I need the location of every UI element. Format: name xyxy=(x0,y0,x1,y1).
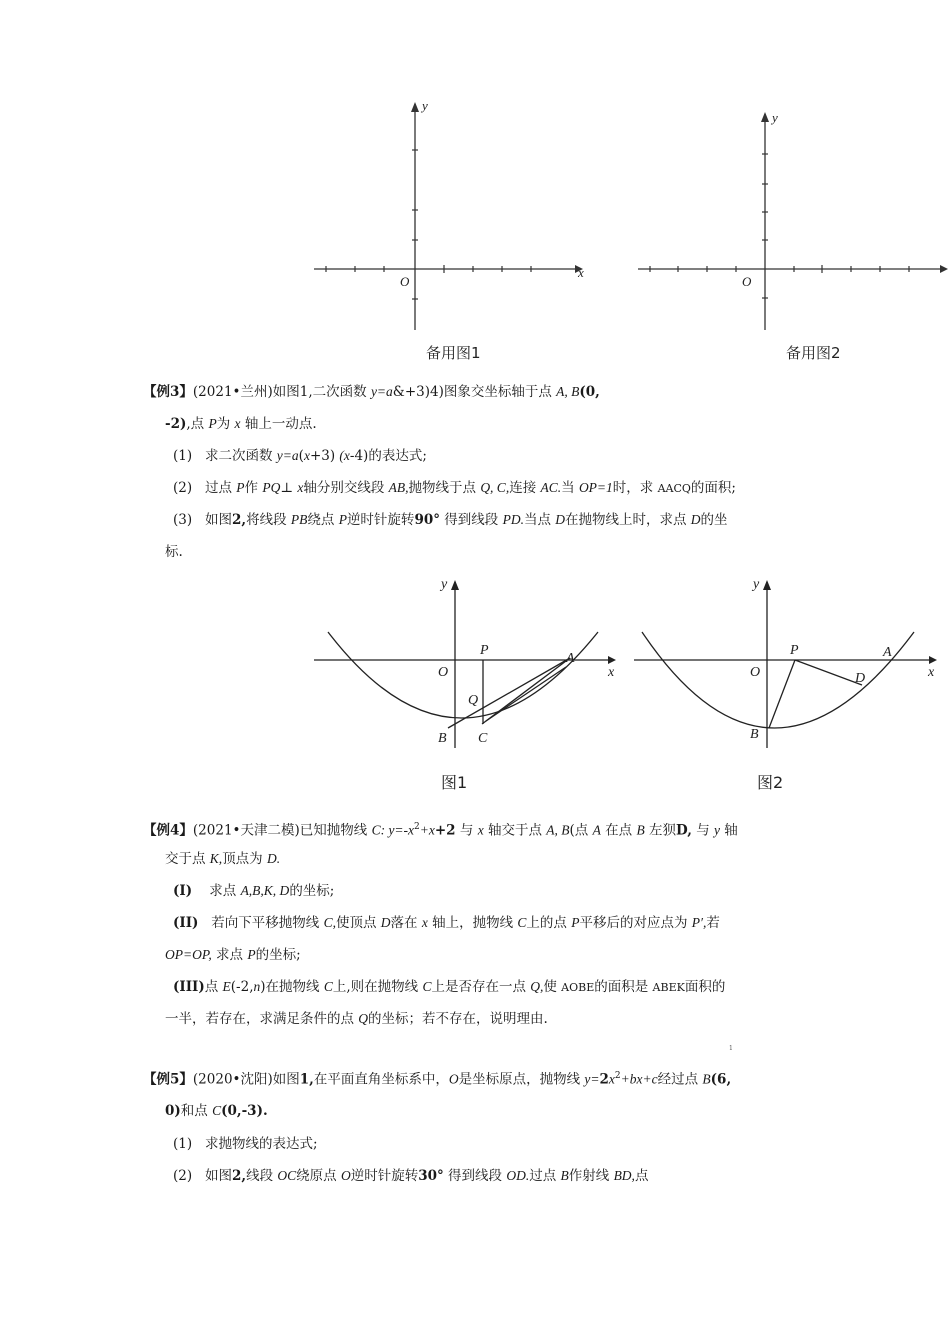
text: 线段 xyxy=(246,1168,278,1184)
math: x xyxy=(303,448,310,463)
point-label-a: A xyxy=(566,651,575,666)
text: &+3)4) xyxy=(392,384,444,400)
text: 求点 xyxy=(209,883,241,899)
backup-figure-2-caption: 备用图2 xyxy=(786,344,841,362)
math: C: xyxy=(371,822,386,838)
text: 左狈 xyxy=(644,822,676,839)
point-label-p: P xyxy=(480,643,489,658)
text: 当 xyxy=(561,480,579,496)
math: AC. xyxy=(540,480,562,495)
math: (x xyxy=(339,448,350,463)
math: P xyxy=(236,480,245,495)
ex4-source: (2021•天津二模) xyxy=(192,822,300,839)
text: 作 xyxy=(244,480,263,496)
text: (6, xyxy=(710,1071,732,1088)
ex3-figure-2-caption: 图2 xyxy=(757,773,784,792)
text: 轴上，抛物线 xyxy=(427,915,518,931)
math: K, xyxy=(209,851,223,866)
text: -2) xyxy=(165,416,187,432)
point-label-a: A xyxy=(883,645,892,660)
ex5-label: 【例5】 xyxy=(143,1071,193,1088)
math: +bx+c xyxy=(620,1071,658,1087)
ex5-source: (2020•沈阳) xyxy=(192,1071,273,1088)
text: 点 xyxy=(634,1168,649,1184)
math: C xyxy=(517,915,527,930)
text: 上的点 xyxy=(526,915,572,931)
math: Q xyxy=(358,1011,369,1026)
math: E xyxy=(222,979,231,994)
point-label-p: P xyxy=(790,643,799,658)
ex4-line-2 xyxy=(165,849,280,869)
text: 的坐 xyxy=(700,512,728,528)
text: 与 xyxy=(455,822,478,839)
superscript: 2 xyxy=(414,822,420,832)
math: B xyxy=(702,1071,711,1087)
math: A, B xyxy=(546,822,570,838)
math: D xyxy=(690,512,701,527)
origin-label: O xyxy=(750,665,761,680)
math: y=a xyxy=(370,384,393,399)
text: +3) xyxy=(309,448,336,464)
text: 如图 xyxy=(205,1168,232,1184)
math: D xyxy=(555,512,565,527)
text: 求二次函数 xyxy=(205,448,277,464)
math: C xyxy=(422,979,432,994)
text: 标. xyxy=(165,544,183,560)
superscript: 2 xyxy=(614,1071,621,1081)
ex3-figure-1 xyxy=(310,572,620,752)
math: A,B,K, D xyxy=(240,883,290,898)
math: PB xyxy=(290,512,308,527)
text: 落在 xyxy=(390,915,422,931)
text: 轴 xyxy=(720,822,738,839)
text: 得到线段 xyxy=(443,1168,507,1184)
text: 的面积; xyxy=(690,480,736,496)
text: 轴上一动点. xyxy=(240,416,317,432)
text: 在抛物线上时，求点 xyxy=(565,512,691,528)
math: OP=OP, xyxy=(165,947,212,962)
text: ) xyxy=(260,979,266,995)
ex3-line-1 xyxy=(143,382,600,402)
math: y=a xyxy=(276,448,299,463)
text: 如图1,二次函数 xyxy=(272,384,371,400)
backup-figure-2 xyxy=(630,100,950,335)
math: OP=1 xyxy=(578,480,613,495)
math: x xyxy=(608,1071,615,1087)
text: 2, xyxy=(232,1168,247,1184)
math: y xyxy=(714,822,721,838)
axis-label-y: y xyxy=(441,577,448,592)
text: 已知抛物线 xyxy=(299,822,372,839)
backup-figure-1-caption: 备用图1 xyxy=(426,344,481,362)
text: 30° xyxy=(418,1168,444,1184)
text: 上,则在抛物线 xyxy=(332,979,423,995)
math: OC xyxy=(277,1168,297,1183)
text: 时，求 xyxy=(612,480,658,496)
ex4-question-3-cont xyxy=(165,1009,548,1029)
question-number: (2) xyxy=(173,480,193,496)
axis-label-y: y xyxy=(772,110,778,125)
text: ⊥ xyxy=(280,480,298,496)
question-number: (1) xyxy=(173,448,193,464)
math: Q, C, xyxy=(480,480,510,495)
text: -4) xyxy=(349,448,369,464)
text: 顶点为 xyxy=(222,851,267,867)
point-label-b: B xyxy=(438,731,447,746)
point-label-d: D xyxy=(855,671,866,686)
text: 的坐标; xyxy=(255,947,301,963)
ex5-line-2 xyxy=(165,1101,268,1121)
text: 过点 xyxy=(205,480,237,496)
text: 和点 xyxy=(180,1103,213,1119)
math: C xyxy=(323,979,333,994)
text: 上是否存在一点 xyxy=(431,979,531,995)
ex4-question-2 xyxy=(173,913,720,933)
ex3-line-2 xyxy=(165,414,317,434)
ex3-label: 【例3】 xyxy=(143,384,193,400)
text: 点 xyxy=(204,979,223,995)
text: 使顶点 xyxy=(335,915,381,931)
text: 作射线 xyxy=(568,1168,614,1184)
text: 在抛物线 xyxy=(265,979,324,995)
text: 将线段 xyxy=(246,512,291,528)
ex3-question-3 xyxy=(173,510,728,530)
ex5-question-1 xyxy=(173,1134,318,1154)
text: 轴交于点 xyxy=(483,822,547,839)
math: O xyxy=(448,1071,459,1087)
math: n xyxy=(253,979,261,994)
text: (点 xyxy=(569,822,593,839)
math: B xyxy=(560,1168,569,1183)
axis-label-y: y xyxy=(422,98,428,113)
axis-label-x: x xyxy=(578,265,584,280)
text: 轴分别交线段 xyxy=(303,480,389,496)
text: 90° xyxy=(414,512,440,528)
text: 得到线段 xyxy=(439,512,503,528)
text: 逆时针旋转 xyxy=(350,1168,419,1184)
text: 的面积是 xyxy=(594,979,653,995)
ex3-figure-1-caption: 图1 xyxy=(441,773,468,792)
question-number: (II) xyxy=(173,915,199,931)
origin-label: O xyxy=(742,274,752,289)
ex4-label: 【例4】 xyxy=(143,822,193,839)
ex5-question-2 xyxy=(173,1166,648,1186)
text: ABEK xyxy=(652,981,685,994)
question-number: (3) xyxy=(173,512,193,528)
text: 如图 xyxy=(205,512,232,528)
point-label-b: B xyxy=(750,727,759,742)
text: 连接 xyxy=(509,480,541,496)
math: A xyxy=(592,822,601,838)
axis-label-x: x xyxy=(928,665,935,680)
axis-label-x: x xyxy=(608,665,615,680)
text: 在点 xyxy=(600,822,637,839)
math: C xyxy=(212,1103,222,1118)
math: P xyxy=(208,416,217,431)
math: P′, xyxy=(691,915,707,930)
ex4-line-1 xyxy=(143,817,738,841)
math: D. xyxy=(266,851,281,866)
text: 抛物线于点 xyxy=(408,480,481,496)
text: 2, xyxy=(232,512,247,528)
text: 过点 xyxy=(529,1168,561,1184)
math: x xyxy=(234,416,241,431)
ex4-question-2-cont xyxy=(165,945,301,965)
text: 绕原点 xyxy=(296,1168,341,1184)
ex4-question-3 xyxy=(173,977,725,998)
math: Q, xyxy=(530,979,544,994)
math: B xyxy=(636,822,645,838)
ex5-line-1 xyxy=(143,1066,731,1090)
text: 使 xyxy=(543,979,562,995)
text: D, xyxy=(675,822,692,839)
text: 若 xyxy=(706,915,720,931)
text: 若向下平移抛物线 xyxy=(211,915,324,931)
text: AACQ xyxy=(657,482,691,495)
axis-label-y: y xyxy=(753,577,760,592)
math: A, B xyxy=(556,384,580,399)
text: (-2, xyxy=(230,979,254,995)
ex3-question-1 xyxy=(173,446,427,466)
text: 一半，若存在，求满足条件的点 xyxy=(165,1011,359,1027)
text: 平移后的对应点为 xyxy=(579,915,692,931)
text: 如图 xyxy=(272,1071,300,1088)
math: x xyxy=(477,822,484,838)
math: x xyxy=(421,915,428,930)
text: 0) xyxy=(165,1103,181,1119)
point-label-q: Q xyxy=(468,693,479,708)
origin-label: O xyxy=(400,274,410,289)
math: PD. xyxy=(502,512,524,527)
text: 绕点 xyxy=(307,512,339,528)
text: 面积的 xyxy=(684,979,726,995)
text: +2 xyxy=(434,822,456,839)
math: x xyxy=(297,480,304,495)
page-mark: 1 xyxy=(729,1045,733,1052)
math: BD, xyxy=(613,1168,635,1183)
math: OD. xyxy=(506,1168,530,1183)
backup-figure-1 xyxy=(300,90,600,335)
math: O xyxy=(340,1168,351,1183)
text: 的坐标；若不存在，说明理由. xyxy=(368,1011,548,1027)
question-number: (1) xyxy=(173,1136,193,1152)
math: C, xyxy=(323,915,336,930)
ex3-question-2 xyxy=(173,478,736,499)
text: 的坐标; xyxy=(289,883,335,899)
math: P xyxy=(247,947,256,962)
text: 为 xyxy=(216,416,235,432)
text: 当点 xyxy=(523,512,556,528)
text: 交于点 xyxy=(165,851,210,867)
ex4-question-1 xyxy=(173,881,334,901)
text: 经过点 xyxy=(657,1071,703,1088)
math: AB, xyxy=(388,480,409,495)
text: (0, xyxy=(579,384,600,400)
ex3-question-3-cont xyxy=(165,542,183,562)
point-label-c: C xyxy=(478,731,488,746)
question-number: (I) xyxy=(173,883,193,899)
text: ,点 xyxy=(186,416,209,432)
text: 逆时针旋转 xyxy=(346,512,415,528)
text: 与 xyxy=(691,822,715,839)
math: y=-x xyxy=(385,822,415,838)
ex3-figure-2 xyxy=(630,572,945,752)
question-number: (2) xyxy=(173,1168,193,1184)
math: D xyxy=(380,915,391,930)
math: +x xyxy=(419,822,435,838)
text: 1, xyxy=(299,1071,314,1088)
text: 的表达式; xyxy=(368,448,427,464)
text: 在平面直角坐标系中， xyxy=(313,1071,449,1088)
text: (0,-3). xyxy=(221,1103,268,1119)
text: 2 xyxy=(599,1071,609,1088)
text: ( xyxy=(298,448,304,464)
math: P xyxy=(338,512,347,527)
text: 图象交坐标轴于点 xyxy=(443,384,557,400)
math: y= xyxy=(584,1071,600,1087)
ex3-source: (2021•兰州) xyxy=(192,384,273,400)
text: AOBE xyxy=(561,981,595,994)
question-number: (III) xyxy=(173,979,205,995)
text: 求抛物线的表达式; xyxy=(205,1136,318,1152)
text: 求点 xyxy=(211,947,248,963)
text: 是坐标原点，抛物线 xyxy=(458,1071,585,1088)
origin-label: O xyxy=(438,665,449,680)
math: P xyxy=(571,915,580,930)
math: PQ xyxy=(262,480,281,495)
